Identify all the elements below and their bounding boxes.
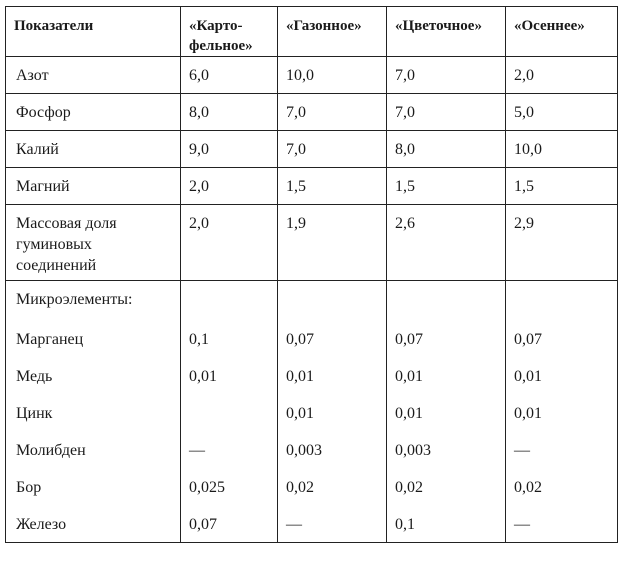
- table-row: [6, 57, 618, 94]
- table-cell: 7,0: [278, 94, 387, 131]
- table-row: [6, 94, 618, 131]
- table-cell: —: [181, 432, 278, 469]
- row-label: Цинк: [6, 395, 181, 432]
- row-label: Железо: [6, 506, 181, 543]
- fertilizer-composition-table: [5, 6, 618, 543]
- table-cell: 0,07: [278, 321, 387, 358]
- row-label: Медь: [6, 358, 181, 395]
- table-cell: 1,5: [278, 168, 387, 205]
- table-cell: 2,6: [387, 205, 506, 281]
- row-label: Бор: [6, 469, 181, 506]
- header-cell: «Цветочное»: [387, 7, 506, 57]
- table-cell: 0,01: [387, 358, 506, 395]
- table-cell: 0,1: [181, 321, 278, 358]
- table-cell: 2,0: [506, 57, 618, 94]
- table-row: [6, 168, 618, 205]
- table-cell: 7,0: [387, 57, 506, 94]
- row-label: Магний: [6, 168, 181, 205]
- table-cell: 0,01: [181, 358, 278, 395]
- row-label: Молибден: [6, 432, 181, 469]
- row-label: Фосфор: [6, 94, 181, 131]
- table-cell: 2,9: [506, 205, 618, 281]
- table-cell: 0,01: [506, 358, 618, 395]
- table-row: [6, 432, 618, 469]
- table-cell: 2,0: [181, 205, 278, 281]
- row-label: Азот: [6, 57, 181, 94]
- table-cell: —: [278, 506, 387, 543]
- micro-section-row: [6, 281, 618, 321]
- table-row: [6, 321, 618, 358]
- table-cell: 2,0: [181, 168, 278, 205]
- table-cell: 0,003: [278, 432, 387, 469]
- table-cell: 1,9: [278, 205, 387, 281]
- table-cell: 0,02: [278, 469, 387, 506]
- table-cell: 0,025: [181, 469, 278, 506]
- row-label: Калий: [6, 131, 181, 168]
- table-cell: 0,003: [387, 432, 506, 469]
- table-cell: 10,0: [506, 131, 618, 168]
- table-cell: —: [506, 432, 618, 469]
- table-cell: —: [506, 506, 618, 543]
- table-cell: [181, 395, 278, 432]
- table-cell: 8,0: [387, 131, 506, 168]
- table-cell: 8,0: [181, 94, 278, 131]
- table-cell: 0,01: [278, 395, 387, 432]
- table-cell: 0,02: [506, 469, 618, 506]
- micro-section-label: Микроэлементы:: [6, 281, 181, 321]
- table-cell: 1,5: [506, 168, 618, 205]
- table-cell: 0,01: [506, 395, 618, 432]
- table-row: [6, 358, 618, 395]
- table-cell: 9,0: [181, 131, 278, 168]
- table-cell: 0,01: [278, 358, 387, 395]
- header-cell: Показатели: [6, 7, 181, 57]
- table-cell: 0,07: [387, 321, 506, 358]
- row-label: Массовая доля гуминовых соединений: [6, 205, 181, 281]
- table-cell: 5,0: [506, 94, 618, 131]
- table-cell: 0,01: [387, 395, 506, 432]
- table-row: [6, 205, 618, 281]
- table-row: [6, 131, 618, 168]
- table-cell: 7,0: [278, 131, 387, 168]
- table-cell: 7,0: [387, 94, 506, 131]
- header-cell: «Газонное»: [278, 7, 387, 57]
- table-cell: 10,0: [278, 57, 387, 94]
- table-row: [6, 395, 618, 432]
- header-cell: «Карто-фельное»: [181, 7, 278, 57]
- table-cell: 0,02: [387, 469, 506, 506]
- table-row: [6, 506, 618, 543]
- header-cell: «Осеннее»: [506, 7, 618, 57]
- table-cell: 6,0: [181, 57, 278, 94]
- table-cell: 0,07: [181, 506, 278, 543]
- table-row: [6, 469, 618, 506]
- table-cell: 0,07: [506, 321, 618, 358]
- header-row: [6, 7, 618, 57]
- table-cell: 0,1: [387, 506, 506, 543]
- row-label: Марганец: [6, 321, 181, 358]
- table-cell: 1,5: [387, 168, 506, 205]
